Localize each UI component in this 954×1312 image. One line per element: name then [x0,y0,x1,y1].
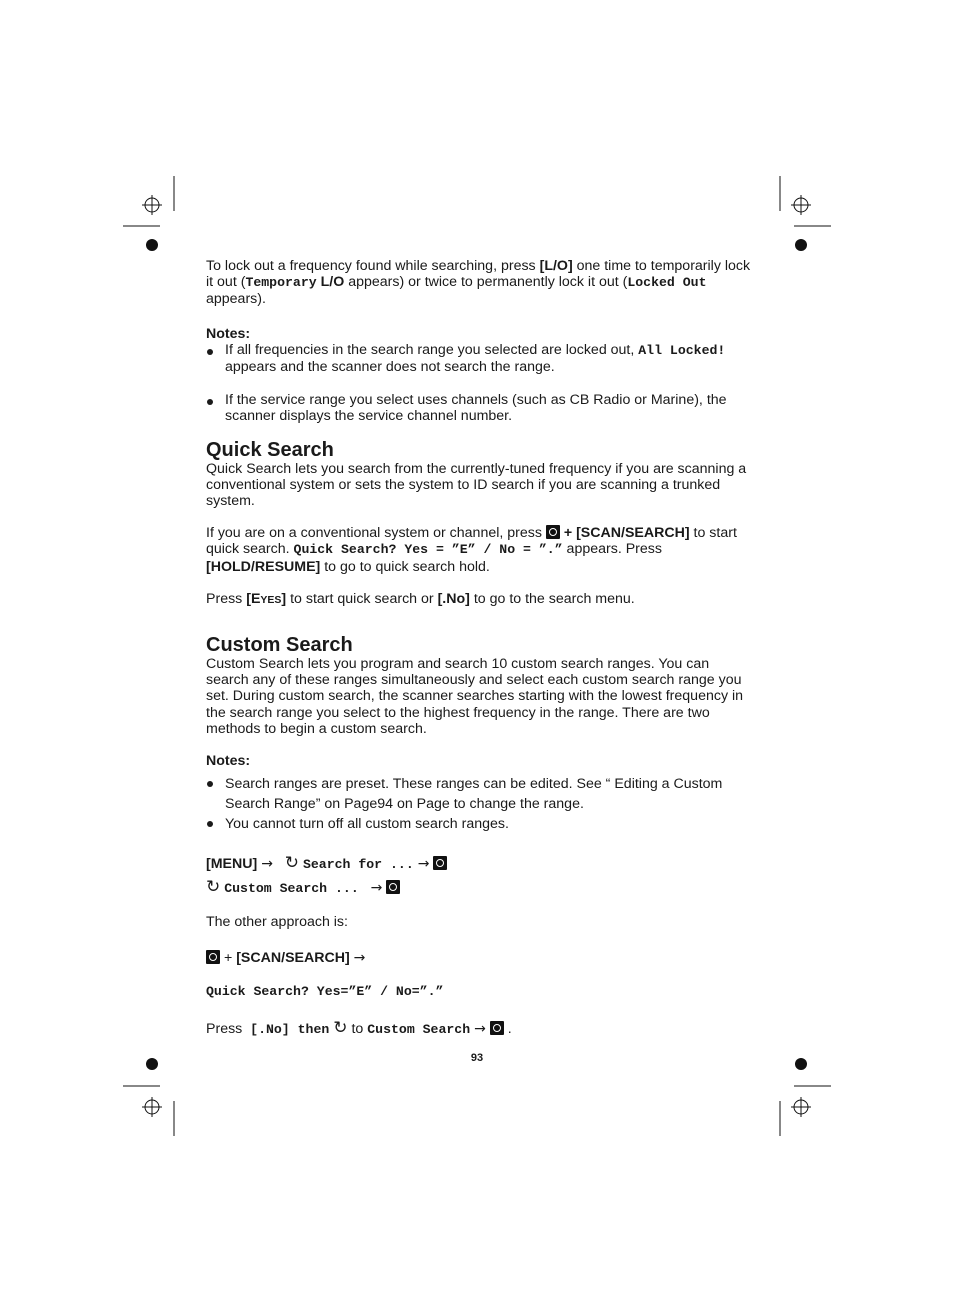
notes-label: Notes: [206,325,251,342]
scan-search-sequence: + [SCAN/SEARCH] → [206,950,751,966]
function-key-icon [206,950,220,964]
rotate-knob-icon: ↻ [284,853,299,874]
list-item: You cannot turn off all custom search ranges. [206,814,751,834]
notes-label: Notes: [206,753,251,770]
menu-sequence: [MENU] → ↻ Search for ... → ↻ Custom Search ... → [206,852,751,900]
custom-search-intro: Custom Search lets you program and search 10 custom search ranges. You can search any of these ranges simultaneously and select each custom search range you set. During custom search, the scanner searches starting with the lowest frequency in the search range you select to the highest frequency in the range. There are two methods to begin a custom search. [206,656,744,737]
lo-key: [L/O] [539,258,573,274]
arrow-icon: → [417,856,430,873]
quick-search-heading: Quick Search [206,438,334,461]
rotate-knob-icon: ↻ [333,1017,348,1038]
quick-search-press: Press [EYES] to start quick search or [.No] to go to the search menu. [206,590,635,607]
function-key-icon [490,1021,504,1035]
quick-search-instructions: If you are on a conventional system or channel, press + [SCAN/SEARCH] to start quick search. Quick Search? Yes = ”E” / No = ”.” appears. Press [HOLD/RESUME] to go to quick search hold. [206,525,737,575]
function-key-icon [386,880,400,894]
quick-search-prompt: Quick Search? Yes=”E” / No=”.” [206,983,444,999]
other-approach: The other approach is: [206,914,348,931]
list-item: Search ranges are preset. These ranges can be edited. See “ Editing a Custom Search Range” on Page94 on Page to change the range. [206,774,751,814]
arrow-icon: → [474,1020,486,1037]
page-number: 93 [470,1052,484,1064]
arrow-icon: → [353,950,366,967]
list-item: If the service range you select uses channels (such as CB Radio or Marine), the scanner displays the service channel number. [206,392,751,424]
function-key-icon [546,525,560,539]
list-item: If all frequencies in the search range you selected are locked out, All Locked! appears and the scanner does not search the range. [206,342,751,375]
press-sequence: Press [.No] then ↻ to Custom Search → . [206,1017,512,1038]
quick-search-intro: Quick Search lets you search from the currently-tuned frequency if you are scanning a conventional system or sets the system to ID search if you are scanning a trunked system. [206,460,747,510]
intro-paragraph: To lock out a frequency found while searching, press [L/O] one time to temporarily lock it out (Temporary L/O appears) or twice to permanently lock it out (Locked Out appears). [206,258,751,308]
page-content [206,258,751,1038]
function-key-icon [433,856,447,870]
rotate-knob-icon: ↻ [206,877,221,898]
custom-search-heading: Custom Search [206,634,353,657]
arrow-icon: → [261,856,273,873]
arrow-icon: → [370,880,383,897]
